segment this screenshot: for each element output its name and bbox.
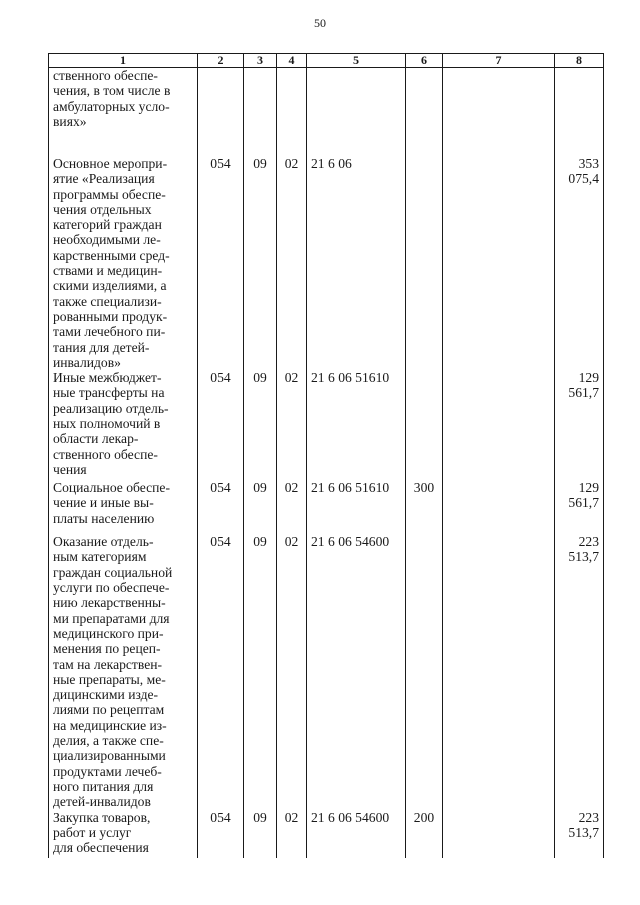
expense-type-cell	[406, 370, 443, 480]
page-number: 50	[314, 16, 326, 30]
chapter-code-cell	[198, 68, 244, 149]
item-name-line: тами лечебного пи-	[53, 324, 166, 340]
empty-cell	[443, 810, 555, 858]
expense-type-cell	[406, 68, 443, 149]
item-name-line: чение и иные вы-	[53, 495, 154, 511]
empty-cell	[443, 68, 555, 149]
item-name-line: ных полномочий в	[53, 416, 161, 432]
item-name-line: нию лекарственны-	[53, 595, 166, 611]
column-numbers-row	[49, 54, 604, 68]
subsection-code-cell: 02	[277, 370, 307, 480]
expense-type-cell: 300	[406, 480, 443, 534]
chapter-code-cell: 054	[198, 810, 244, 858]
table-row	[49, 370, 604, 480]
column-header: 1	[49, 54, 198, 68]
item-name-cell	[49, 480, 198, 534]
subsection-code-cell: 02	[277, 810, 307, 858]
item-name-cell	[49, 68, 198, 149]
section-code-cell: 09	[244, 148, 277, 370]
amount-cell: 223 513,7	[555, 810, 604, 858]
section-code-cell: 09	[244, 534, 277, 809]
column-header: 7	[443, 54, 555, 68]
table-row	[49, 534, 604, 809]
item-name-cell	[49, 370, 198, 480]
item-name-line: ным категориям	[53, 549, 147, 565]
item-name-line: дицинскими изде-	[53, 687, 159, 703]
item-name-line: там на лекарствен-	[53, 656, 163, 672]
empty-cell	[443, 148, 555, 370]
item-name-cell	[49, 810, 198, 858]
empty-cell	[443, 370, 555, 480]
table-row	[49, 480, 604, 534]
expense-type-cell: 200	[406, 810, 443, 858]
item-name-line: делия, а также спе-	[53, 733, 164, 749]
item-name-line: необходимыми ле-	[53, 232, 161, 248]
column-header: 2	[198, 54, 244, 68]
item-name-line: платы населению	[53, 510, 155, 526]
item-name-line: Социальное обеспе-	[53, 480, 170, 496]
column-header: 5	[307, 54, 406, 68]
item-name-line: продуктами лечеб-	[53, 763, 162, 779]
item-name-cell	[49, 534, 198, 809]
item-name-line: ственного обеспе-	[53, 446, 158, 462]
subsection-code-cell: 02	[277, 480, 307, 534]
subsection-code-cell: 02	[277, 534, 307, 809]
item-name-line: работ и услуг	[53, 824, 132, 840]
item-name-line: рованными продук-	[53, 308, 168, 324]
amount-cell: 223 513,7	[555, 534, 604, 809]
target-item-cell: 21 6 06 51610	[307, 480, 406, 534]
column-header: 4	[277, 54, 307, 68]
item-name-line: ятие «Реализация	[53, 171, 155, 187]
item-name-line: Оказание отдель-	[53, 534, 154, 550]
item-name-line: виях»	[53, 113, 87, 129]
item-name-line: области лекар-	[53, 431, 139, 447]
table-row	[49, 68, 604, 149]
item-name-line: ные препараты, ме-	[53, 671, 166, 687]
table-row	[49, 810, 604, 858]
target-item-cell: 21 6 06 54600	[307, 534, 406, 809]
empty-cell	[443, 534, 555, 809]
column-header: 3	[244, 54, 277, 68]
item-name-line: ного питания для	[53, 778, 154, 794]
item-name-line: ми препаратами для	[53, 610, 170, 626]
chapter-code-cell: 054	[198, 480, 244, 534]
item-name-line: чения отдельных	[53, 201, 152, 217]
section-code-cell: 09	[244, 810, 277, 858]
subsection-code-cell	[277, 68, 307, 149]
item-name-line: граждан социальной	[53, 564, 173, 580]
item-name-line: тания для детей-	[53, 339, 150, 355]
amount-cell: 129 561,7	[555, 370, 604, 480]
item-name-line: чения	[53, 461, 87, 477]
item-name-line: чения, в том числе в	[53, 83, 171, 99]
amount-cell	[555, 68, 604, 149]
item-name-line: для обеспечения	[53, 840, 149, 856]
item-name-line: детей-инвалидов	[53, 794, 151, 810]
item-name-line: ные трансферты на	[53, 385, 165, 401]
section-code-cell: 09	[244, 370, 277, 480]
section-code-cell: 09	[244, 480, 277, 534]
table-row	[49, 148, 604, 370]
column-header: 6	[406, 54, 443, 68]
item-name-cell	[49, 148, 198, 370]
item-name-line: карственными сред-	[53, 247, 170, 263]
target-item-cell: 21 6 06 54600	[307, 810, 406, 858]
item-name-line: ствами и медицин-	[53, 263, 163, 279]
item-name-line: Закупка товаров,	[53, 809, 151, 825]
empty-cell	[443, 480, 555, 534]
item-name-line: Основное меропри-	[53, 156, 168, 171]
item-name-line: инвалидов»	[53, 354, 121, 370]
target-item-cell	[307, 68, 406, 149]
budget-table	[48, 53, 604, 858]
amount-cell: 129 561,7	[555, 480, 604, 534]
item-name-line: скими изделиями, а	[53, 278, 167, 294]
item-name-line: также специализи-	[53, 293, 162, 309]
item-name-line: циализированными	[53, 748, 166, 764]
item-name-line: реализацию отдель-	[53, 400, 169, 416]
chapter-code-cell: 054	[198, 148, 244, 370]
item-name-line: Иные межбюджет-	[53, 370, 162, 386]
amount-cell: 353 075,4	[555, 148, 604, 370]
item-name-line: амбулаторных усло-	[53, 98, 170, 114]
expense-type-cell	[406, 534, 443, 809]
chapter-code-cell: 054	[198, 370, 244, 480]
expense-type-cell	[406, 148, 443, 370]
target-item-cell: 21 6 06 51610	[307, 370, 406, 480]
item-name-line: ственного обеспе-	[53, 68, 158, 83]
section-code-cell	[244, 68, 277, 149]
subsection-code-cell: 02	[277, 148, 307, 370]
item-name-line: услуги по обеспече-	[53, 580, 170, 596]
target-item-cell: 21 6 06	[307, 148, 406, 370]
item-name-line: лиями по рецептам	[53, 702, 165, 718]
item-name-line: категорий граждан	[53, 217, 162, 233]
item-name-line: менения по рецеп-	[53, 641, 161, 657]
column-header: 8	[555, 54, 604, 68]
item-name-line: медицинского при-	[53, 625, 164, 641]
item-name-line: программы обеспе-	[53, 186, 166, 202]
chapter-code-cell: 054	[198, 534, 244, 809]
item-name-line: на медицинские из-	[53, 717, 167, 733]
